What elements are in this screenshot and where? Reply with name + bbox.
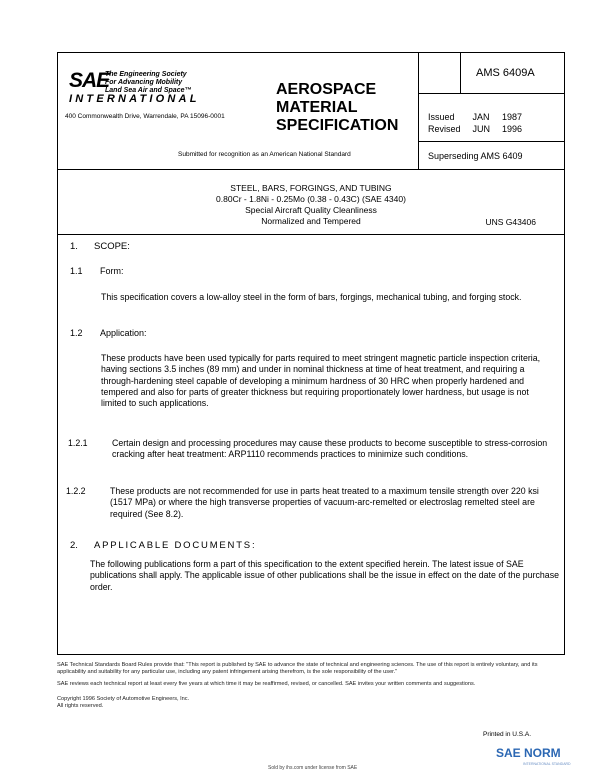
section-121-text: Certain design and processing procedures may cause these products to become susceptible to stress-corrosion cracking after heat treatment: ARP1110 recommends practices to minimize such conditions. — [112, 438, 548, 460]
tagline-line: The Engineering Society — [105, 71, 187, 78]
title-line: MATERIAL — [276, 99, 358, 116]
header-hrule — [418, 93, 564, 94]
uns-number: UNS G43406 — [485, 217, 536, 227]
document-title — [276, 81, 398, 135]
subject-box — [57, 170, 565, 235]
header-hrule-2 — [418, 141, 564, 142]
watermark-sub: INTERNATIONAL STANDARD — [523, 762, 571, 766]
section-application-text: These products have been used typically for parts required to meet stringent magnetic particle inspection criteria, having sections 3.5 inches (89 mm) and under in nominal thickness at time of heat treatment, and requiring a through-hardening steel capable of developing a minimum hardness of 30 HRC when properly hardened and tempered and also for parts of greater thickness but requiring proportionately lower hardness, but usage is not limited to such applications. — [101, 353, 541, 409]
sae-logo-text: SAE — [69, 69, 110, 92]
section-122-text: These products are not recommended for use in parts heat treated to a maximum tensile strength over 220 ksi (1517 MPa) or where the high transverse properties of vacuum-arc-remelted or electroslag remelted steel are required (See 8.2). — [110, 486, 539, 519]
subject-line: Special Aircraft Quality Cleanliness — [245, 205, 377, 215]
section-title: Application: — [100, 328, 147, 338]
tagline-line: For Advancing Mobility — [105, 79, 183, 86]
bottom-note: Sold by ihs.com under license from SAE — [268, 765, 358, 771]
section-title: Form: — [100, 266, 124, 276]
section-number: 1. — [70, 241, 78, 252]
section-title: APPLICABLE DOCUMENTS: — [94, 540, 257, 551]
title-line: AEROSPACE — [276, 81, 377, 98]
revised-label: Revised — [428, 124, 461, 134]
header-divider — [418, 53, 419, 169]
section-form-heading — [70, 266, 124, 276]
subject-line: Normalized and Tempered — [261, 216, 361, 226]
subject-line: STEEL, BARS, FORGINGS, AND TUBING — [230, 183, 392, 193]
section-number: 2. — [70, 540, 78, 551]
section-form-text: This specification covers a low-alloy steel in the form of bars, forgings, mechanical tubing, and forging stock. — [101, 292, 522, 302]
section-documents-heading — [70, 540, 256, 551]
header-box — [57, 52, 565, 170]
society-tagline — [105, 71, 192, 95]
section-number: 1.2 — [70, 328, 83, 338]
copyright: Copyright 1996 Society of Automotive Engineers, Inc. — [57, 695, 190, 702]
section-number-121: 1.2.1 — [68, 438, 88, 448]
international-label: INTERNATIONAL — [69, 93, 200, 105]
watermark-logo: SAE NORM — [496, 746, 561, 760]
footer-paragraph: SAE reviews each technical report at least every five years at which time it may be reaffirmed, revised, or cancelled. SAE invites your written comments and suggestions. — [57, 681, 476, 688]
revised-month: JUN — [472, 124, 491, 134]
rights-reserved: All rights reserved. — [57, 702, 104, 709]
issue-dates — [428, 111, 526, 135]
ans-submission-note: Submitted for recognition as an American National Standard — [178, 151, 351, 158]
issued-year: 1987 — [502, 112, 523, 122]
section-documents-text: The following publications form a part of this specification to the extent specified herein. The latest issue of SAE publications shall apply. The applicable issue of other publications shall be the issue in effect on the date of the purchase order. — [90, 559, 559, 592]
address: 400 Commonwealth Drive, Warrendale, PA 15096-0001 — [65, 113, 225, 120]
section-scope-heading — [70, 241, 130, 252]
issued-label: Issued — [428, 112, 455, 122]
ams-number: AMS 6409A — [476, 67, 535, 79]
section-number: 1.1 — [70, 266, 83, 276]
section-title: SCOPE: — [94, 241, 130, 252]
printed-in: Printed in U.S.A. — [483, 731, 532, 738]
sae-logo — [65, 69, 225, 120]
section-application-heading — [70, 328, 147, 338]
document-body — [57, 235, 565, 655]
title-line: SPECIFICATION — [276, 117, 399, 134]
header-divider-small — [460, 53, 461, 93]
tagline-line: Land Sea Air and Space™ — [105, 87, 192, 94]
issued-month: JAN — [472, 112, 490, 122]
superseding: Superseding AMS 6409 — [428, 151, 523, 161]
footer-notes — [57, 662, 557, 710]
section-number-122: 1.2.2 — [66, 486, 86, 496]
footer-paragraph: SAE Technical Standards Board Rules provide that: "This report is published by SAE to advance the state of technical and engineering sciences. The use of this report is entirely voluntary, and its applicability and suitability for any particular use, including any patent infringement arising therefrom, is the sole responsibility of the user." — [57, 662, 538, 676]
revised-year: 1996 — [502, 124, 523, 134]
subject-line: 0.80Cr - 1.8Ni - 0.25Mo (0.38 - 0.43C) (SAE 4340) — [216, 194, 406, 204]
